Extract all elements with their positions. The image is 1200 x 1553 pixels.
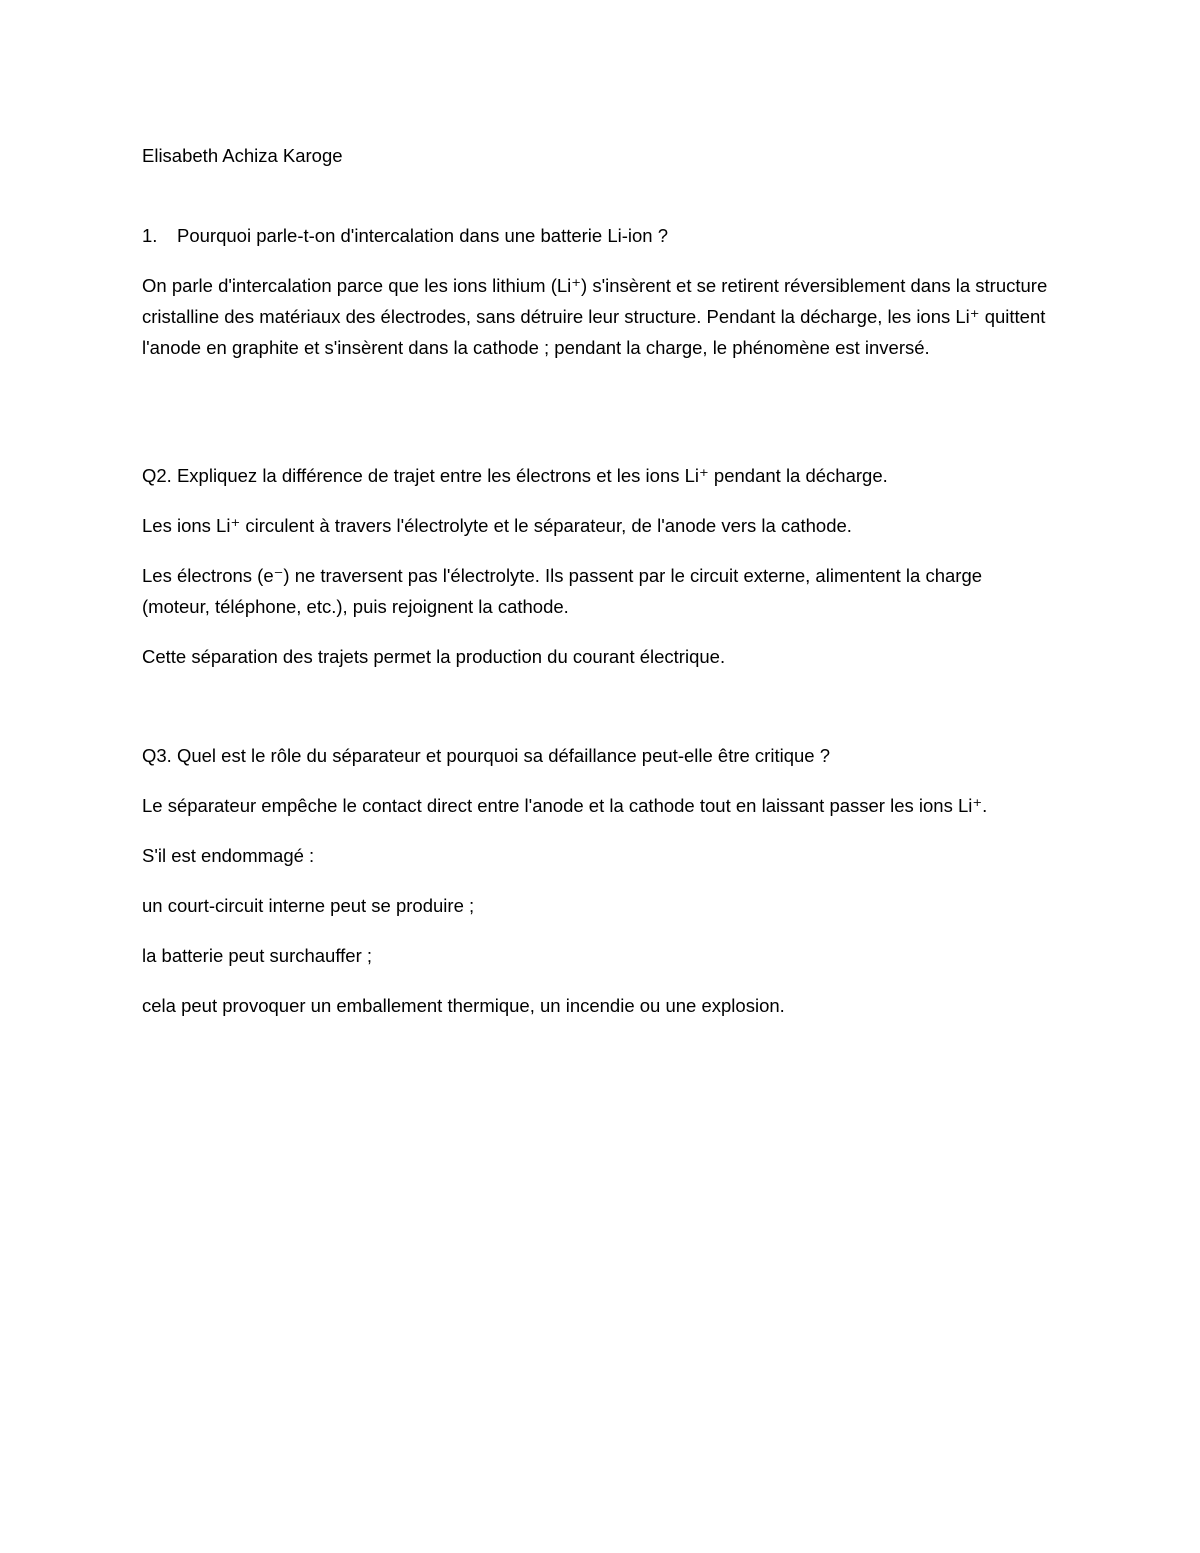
question-3: Q3. Quel est le rôle du séparateur et pourquoi sa défaillance peut-elle être critique ? — [142, 745, 830, 766]
answer-2-ions: Les ions Li⁺ circulent à travers l'électrolyte et le séparateur, de l'anode vers la cathode. — [142, 515, 852, 536]
answer-3-role: Le séparateur empêche le contact direct entre l'anode et la cathode tout en laissant passer les ions Li⁺. — [142, 795, 988, 816]
consequence-item: cela peut provoquer un emballement thermique, un incendie ou une explosion. — [142, 995, 785, 1016]
question-2: Q2. Expliquez la différence de trajet entre les électrons et les ions Li⁺ pendant la décharge. — [142, 465, 888, 486]
consequence-item: la batterie peut surchauffer ; — [142, 945, 373, 966]
answer-3-damaged-intro: S'il est endommagé : — [142, 845, 315, 866]
answer-2-electrons: Les électrons (e⁻) ne traversent pas l'électrolyte. Ils passent par le circuit externe, alimentent la charge (moteur, téléphone, etc.), puis rejoignent la cathode. — [142, 565, 983, 617]
answer-1: On parle d'intercalation parce que les ions lithium (Li⁺) s'insèrent et se retirent réversiblement dans la structure cristalline des matériaux des électrodes, sans détruire leur structure. Pendant la décharge, les ions Li⁺ quittent l'anode en graphite et s'insèrent dans la cathode ; pendant la charge, le phénomène est inversé. — [142, 275, 1048, 358]
question-1-number: 1. — [142, 225, 158, 246]
question-1-text: Pourquoi parle-t-on d'intercalation dans une batterie Li-ion ? — [177, 225, 669, 246]
author-name: Elisabeth Achiza Karoge — [142, 145, 343, 166]
answer-2-conclusion: Cette séparation des trajets permet la production du courant électrique. — [142, 646, 726, 667]
consequence-item: un court-circuit interne peut se produire ; — [142, 895, 475, 916]
question-1 — [142, 220, 668, 251]
